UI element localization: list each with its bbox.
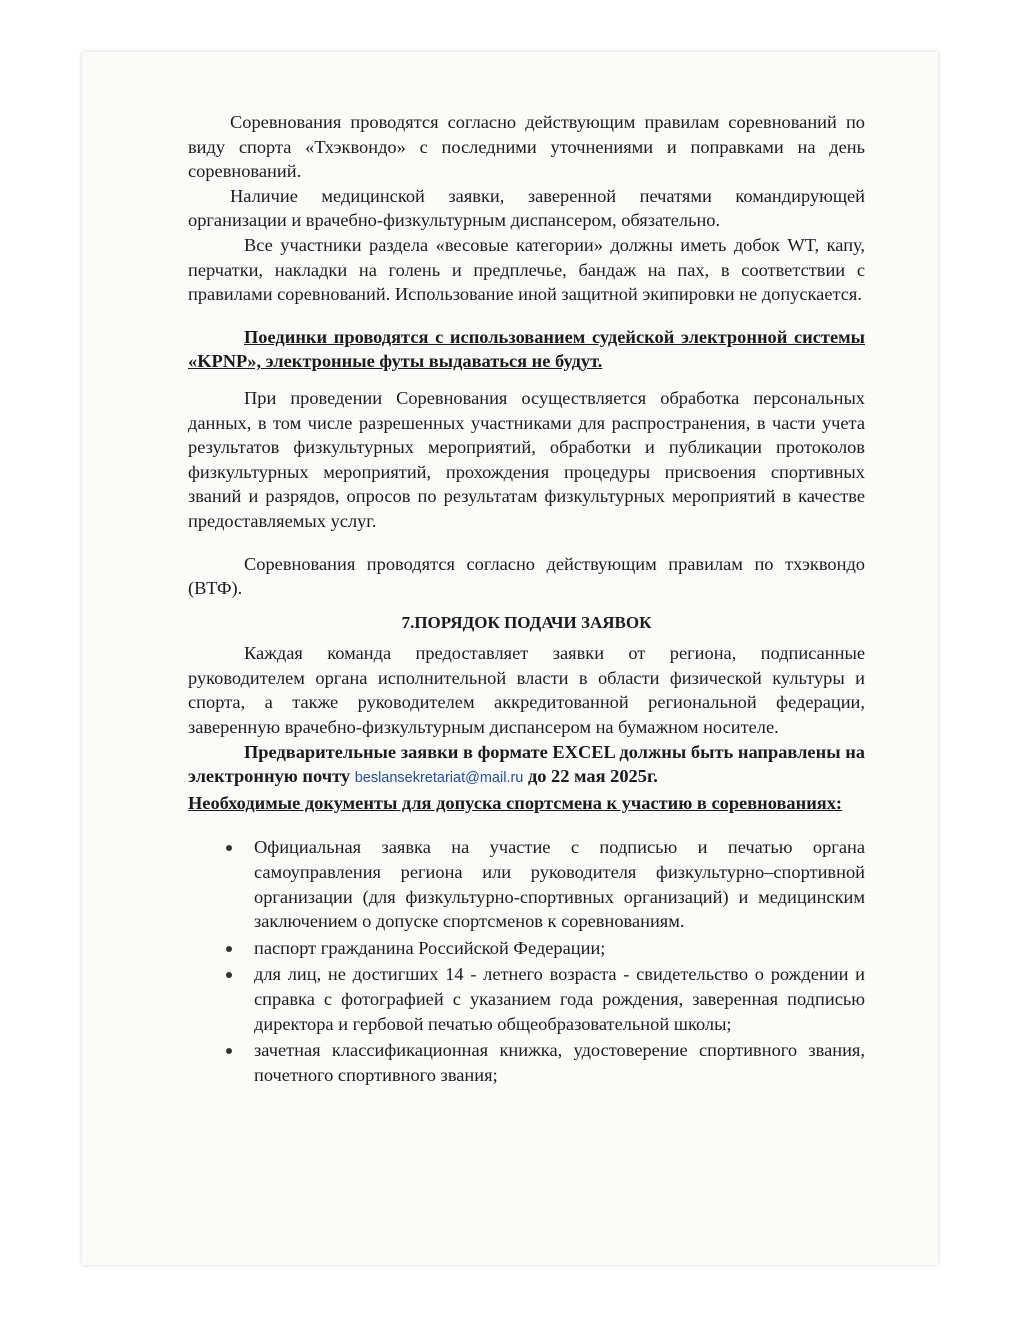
paragraph-equipment: Все участники раздела «весовые категории» должны иметь добок WT, капу, перчатки, накладки на голень и предплечье, бандаж на пах, в соответствии с правилами соревнований. Использование иной защитной экипировки не допускается. — [188, 234, 865, 305]
list-item-classification-book: зачетная классификационная книжка, удостоверение спортивного звания, почетного спортивного звания; — [254, 1038, 865, 1087]
paragraph-medical-application: Наличие медицинской заявки, заверенной печатями командирующей организации и врачебно-физкультурным диспансером, обязательно. — [188, 185, 865, 231]
documents-heading: Необходимые документы для допуска спортсмена к участию в соревнованиях: — [188, 792, 843, 813]
paragraph-electronic-system: Поединки проводятся с использованием судейской электронной системы «KPNP», электронные футы выдаваться не будут. — [188, 326, 865, 372]
paragraph-preliminary-applications — [188, 740, 865, 791]
preliminary-text-end: до 22 мая 2025г. — [523, 766, 658, 787]
documents-list — [188, 835, 865, 1087]
paragraph-competition-rules: Соревнования проводятся согласно действующим правилам соревнований по виду спорта «Тхэквондо» с последними уточнениями и поправками на день соревнований. — [188, 112, 865, 182]
paragraph-personal-data: При проведении Соревнования осуществляется обработка персональных данных, в том числе разрешенных участниками для распространения, в части учета результатов физкультурных мероприятий, обработки и публикации протоколов физкультурных мероприятий, прохождения процедуры присвоения спортивных званий и разрядов, опросов по результатам физкультурных мероприятий в качестве предоставляемых услуг. — [188, 387, 865, 531]
document-body — [188, 110, 865, 1089]
list-item-official-application: Официальная заявка на участие с подписью и печатью органа самоуправления региона или руководителя физкультурно–спортивной организации (для физкультурно-спортивных организаций) и медицинским заключением о допуске спортсменов к соревнованиям. — [254, 835, 865, 933]
email-link[interactable]: beslansekretariat@mail.ru — [354, 770, 524, 787]
list-item-passport: паспорт гражданина Российской Федерации; — [254, 936, 865, 961]
preliminary-text-start: Предварительные заявки в формате EXCEL должны быть направлены на электронную почту — [188, 741, 865, 787]
section-heading: 7.ПОРЯДОК ПОДАЧИ ЗАЯВОК — [401, 612, 652, 632]
paragraph-team-applications: Каждая команда предоставляет заявки от региона, подписанные руководителем органа исполнительной власти в области физической культуры и спорта, а также руководителем аккредитованной региональной федерации, заверенную врачебно-физкультурным диспансером на бумажном носителе. — [188, 643, 865, 738]
list-item-birth-certificate: для лиц, не достигших 14 - летнего возраста - свидетельство о рождении и справка с фотографией с указанием года рождения, заверенная подписью директора и гербовой печатью общеобразовательной школы; — [254, 962, 865, 1036]
paragraph-wtf-rules: Соревнования проводятся согласно действующим правилам по тхэквондо (ВТФ). — [188, 553, 865, 599]
